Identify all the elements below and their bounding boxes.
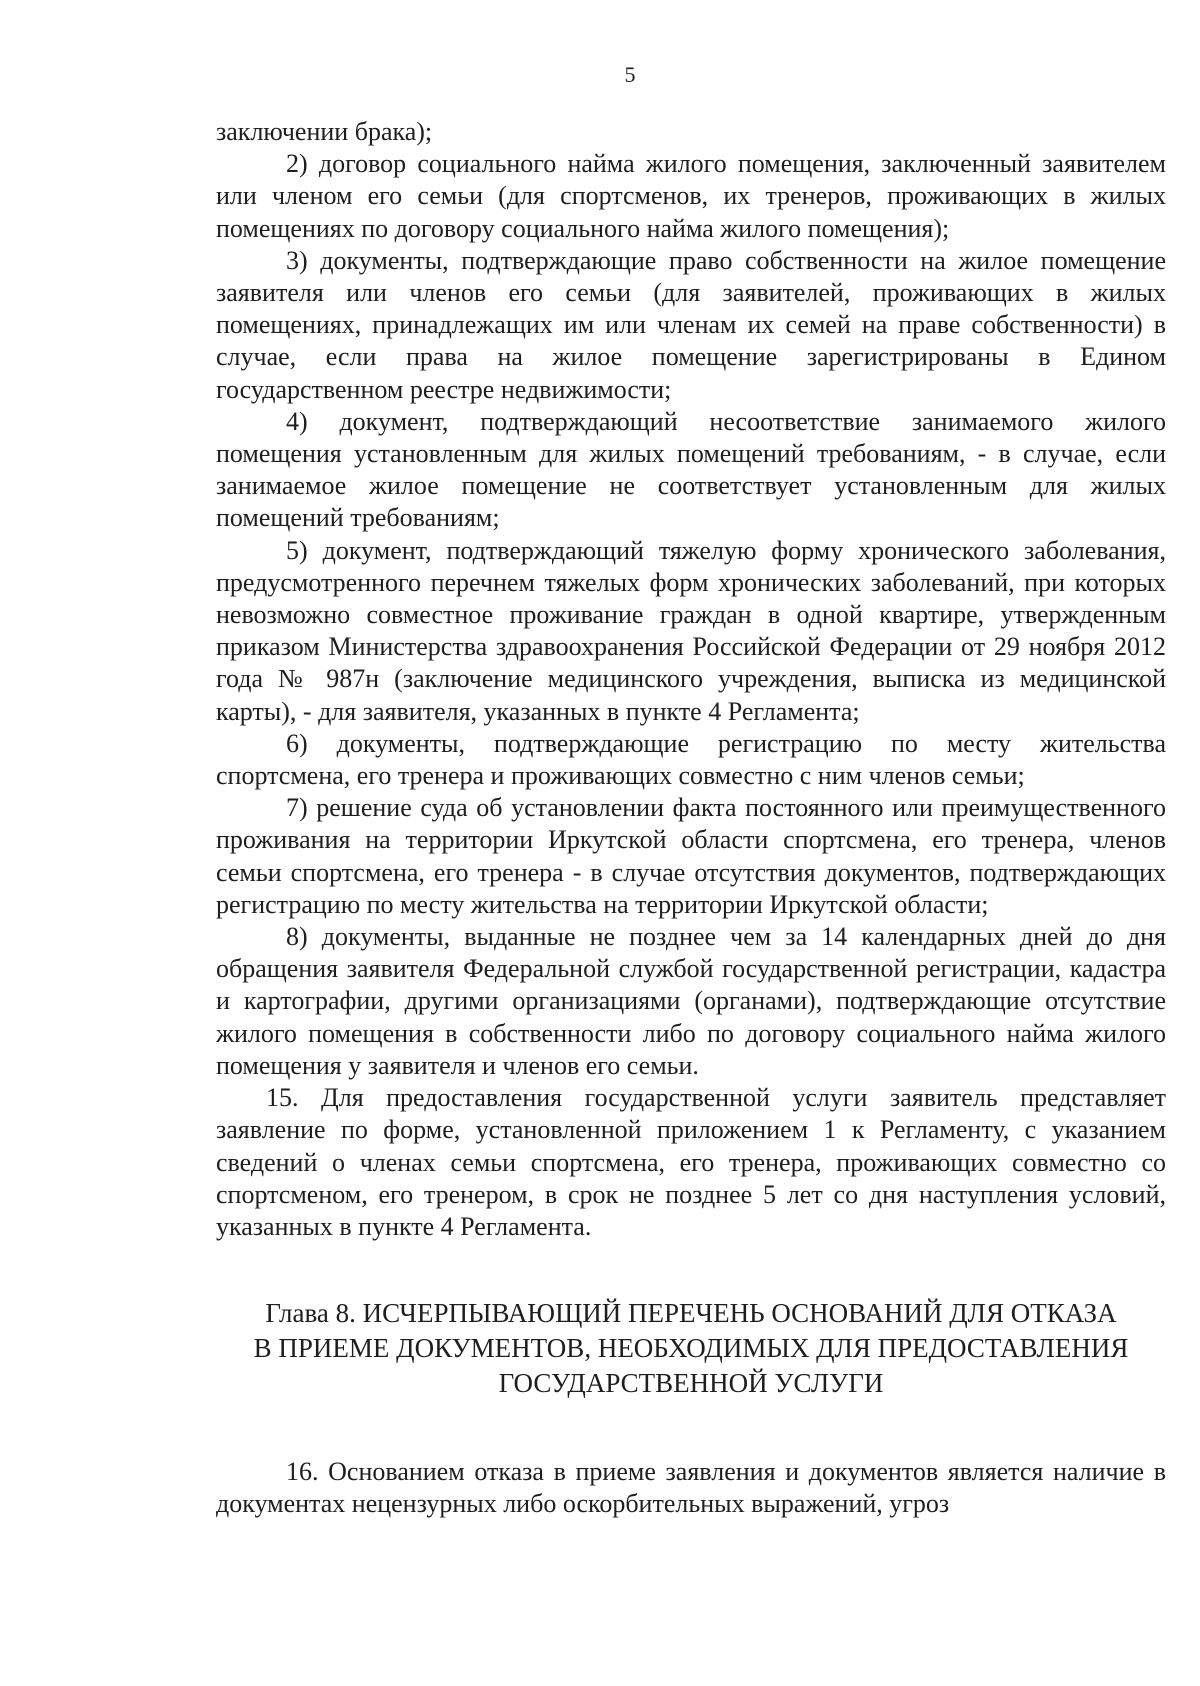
chapter-heading-line-1: Глава 8. ИСЧЕРПЫВАЮЩИЙ ПЕРЕЧЕНЬ ОСНОВАНИЙ ДЛЯ ОТКАЗА: [265, 1298, 1117, 1329]
list-item-2: 2) договор социального найма жилого помещения, заключенный заявителем или членом его семьи (для спортсменов, их тренеров, проживающих в жилых помещениях по договору социального найма жилого помещения);: [216, 149, 1166, 243]
paragraph-continuation: заключении брака);: [216, 117, 433, 146]
page-number: 5: [624, 62, 636, 87]
clause-15: 15. Для предоставления государственной услуги заявитель представляет заявление по форме, установленной приложением 1 к Регламенту, с указанием сведений о членах семьи спортсмена, его тренера, проживающих совместно со спортсменом, его тренером, в срок не позднее 5 лет со дня наступления условий, указанных в пункте 4 Регламента.: [216, 1083, 1166, 1241]
list-item-3: 3) документы, подтверждающие право собственности на жилое помещение заявителя или членов его семьи (для заявителей, проживающих в жилых помещениях, принадлежащих им или членам их семей на праве собственности) в случае, если права на жилое помещение зарегистрированы в Едином государственном реестре недвижимости;: [216, 245, 1166, 404]
clause-16: 16. Основанием отказа в приеме заявления и документов является наличие в документах нецензурных либо оскорбительных выражений, угроз: [216, 1457, 1166, 1519]
list-item-4: 4) документ, подтверждающий несоответствие занимаемого жилого помещения установленным для жилых помещений требованиям, - в случае, если занимаемое жилое помещение не соответствует установленным для жилых помещений требованиям;: [216, 406, 1166, 533]
list-item-6: 6) документы, подтверждающие регистрацию по месту жительства спортсмена, его тренера и проживающих совместно с ним членов семьи;: [216, 728, 1166, 791]
chapter-heading: [216, 1296, 1166, 1401]
document-body: [216, 116, 1166, 1521]
chapter-heading-line-3: ГОСУДАРСТВЕННОЙ УСЛУГИ: [498, 1368, 884, 1399]
list-item-5: 5) документ, подтверждающий тяжелую форму хронического заболевания, предусмотренного перечнем тяжелых форм хронических заболеваний, при которых невозможно совместное проживание граждан в одной квартире, утвержденным приказом Министерства здравоохранения Российской Федерации от 29 ноября 2012 года № 987н (заключение медицинского учреждения, выписка из медицинской карты), - для заявителя, указанных в пункте 4 Регламента;: [216, 535, 1166, 726]
list-item-8: 8) документы, выданные не позднее чем за 14 календарных дней до дня обращения заявителя Федеральной службой государственной регистрации, кадастра и картографии, другими организациями (органами), подтверждающие отсутствие жилого помещения в собственности либо по договору социального найма жилого помещения у заявителя и членов его семьи.: [216, 922, 1166, 1080]
list-item-7: 7) решение суда об установлении факта постоянного или преимущественного проживания на территории Иркутской области спортсмена, его тренера, членов семьи спортсмена, его тренера - в случае отсутствия документов, подтверждающих регистрацию по месту жительства на территории Иркутской области;: [216, 793, 1166, 919]
chapter-heading-line-2: В ПРИЕМЕ ДОКУМЕНТОВ, НЕОБХОДИМЫХ ДЛЯ ПРЕДОСТАВЛЕНИЯ: [253, 1333, 1129, 1364]
